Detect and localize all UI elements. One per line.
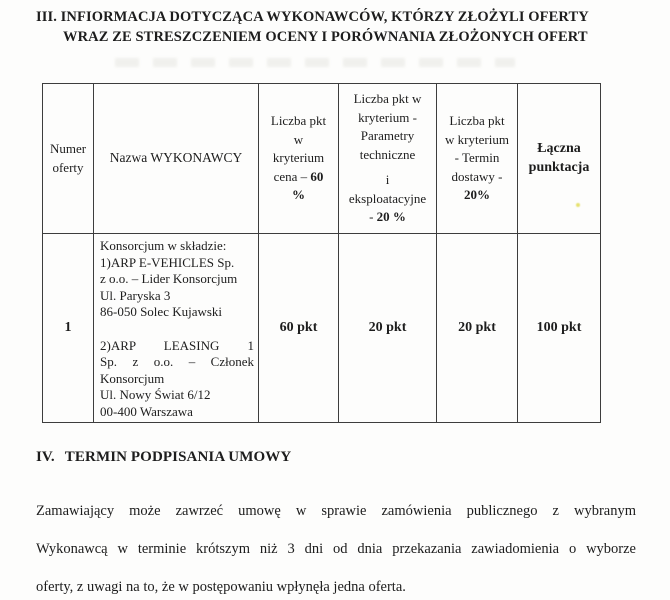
header-line: w kryterium: [445, 131, 509, 147]
header-line: oferty: [52, 159, 84, 175]
header-line: kryterium: [272, 150, 325, 166]
header-line: techniczne: [359, 146, 416, 162]
wykonawca-line: 2)ARP LEASING 1: [100, 337, 254, 353]
scan-bleed-artifact: [115, 58, 515, 67]
header-line: Liczba pkt: [449, 113, 505, 129]
header-line: Nazwa WYKONAWCY: [109, 150, 243, 166]
header-line: i: [385, 172, 390, 188]
wykonawca-line: Konsorcjum w składzie:: [100, 238, 227, 253]
header-laczna-punktacja: [518, 84, 601, 234]
cell-cena-pkt: 60 pkt: [259, 234, 339, 423]
header-line: dostawy -: [451, 168, 503, 184]
header-line: %: [292, 187, 305, 203]
section-iii-heading-line2: WRAZ ZE STRESZCZENIEM OCENY I PORÓWNANIA ZŁOŻONYCH OFERT: [63, 29, 588, 45]
header-liczba-pkt-parametry: [339, 84, 437, 234]
header-nazwa-wykonawcy: [94, 84, 259, 234]
header-line: kryterium -: [358, 109, 417, 125]
header-line: [339, 208, 436, 227]
header-line: - Termin: [454, 150, 500, 166]
section-iii-heading: [36, 7, 660, 47]
header-text-normal: -: [369, 209, 377, 225]
header-line: punktacja: [528, 159, 590, 175]
section-iv-paragraph: [36, 492, 636, 600]
header-liczba-pkt-termin: [437, 84, 518, 234]
section-iv-number: IV.: [36, 449, 55, 465]
wykonawca-line: Ul. Nowy Świat 6/12: [100, 387, 211, 403]
paragraph-line: oferty, z uwagi na to, że w postępowaniu wpłynęła jedna oferta.: [36, 579, 406, 595]
header-line: w: [293, 131, 304, 147]
header-liczba-pkt-cena: [259, 84, 339, 234]
header-numer-oferty: [43, 84, 94, 234]
header-line: Łączna: [537, 141, 581, 156]
header-line: [259, 168, 338, 187]
cell-wykonawca: [94, 234, 259, 423]
section-iv-heading-text: TERMIN PODPISANIA UMOWY: [64, 449, 292, 465]
wykonawca-line: 1)ARP E-VEHICLES Sp.: [100, 254, 235, 270]
header-text-bold: 60: [310, 168, 324, 184]
table-header-row: [43, 84, 601, 234]
section-iii-heading-line1: III. INFIORMACJA DOTYCZĄCA WYKONAWCÓW, KTÓRZY ZŁOŻYLI OFERTY: [36, 9, 589, 25]
header-line: 20%: [464, 187, 490, 203]
cell-parametry-pkt: 20 pkt: [339, 234, 437, 423]
cell-termin-pkt: 20 pkt: [437, 234, 518, 423]
table-row-offer-1: [43, 234, 601, 423]
cell-offer-number: 1: [43, 234, 94, 423]
header-line: Liczba pkt: [270, 113, 327, 129]
offers-comparison-table: [42, 83, 601, 423]
header-line: Liczba pkt w: [353, 91, 422, 107]
wykonawca-line: Konsorcjum: [100, 370, 165, 386]
wykonawca-line: Sp. z o.o. – Członek: [100, 354, 254, 370]
paragraph-line: Zamawiający może zawrzeć umowę w sprawie zamówienia publicznego z wybranym: [36, 503, 636, 519]
wykonawca-line: Ul. Paryska 3: [100, 287, 171, 303]
header-text-normal: cena –: [273, 168, 311, 184]
section-iv-heading: [36, 449, 291, 466]
wykonawca-line-blank: [100, 321, 254, 338]
paragraph-line: Wykonawcą w terminie krótszym niż 3 dni od dnia przekazania zawiadomienia o wyborze: [36, 541, 636, 557]
header-text-bold: 20 %: [376, 209, 406, 225]
wykonawca-line: z o.o. – Lider Konsorcjum: [100, 271, 238, 287]
header-line-spacer: [339, 164, 436, 171]
header-line: Numer: [49, 141, 87, 156]
wykonawca-line: 00-400 Warszawa: [100, 403, 193, 419]
cell-laczna-pkt: 100 pkt: [518, 234, 601, 423]
header-line: eksploatacyjne: [348, 190, 427, 206]
header-line: Parametry: [360, 128, 415, 144]
wykonawca-line: 86-050 Solec Kujawski: [100, 304, 223, 320]
